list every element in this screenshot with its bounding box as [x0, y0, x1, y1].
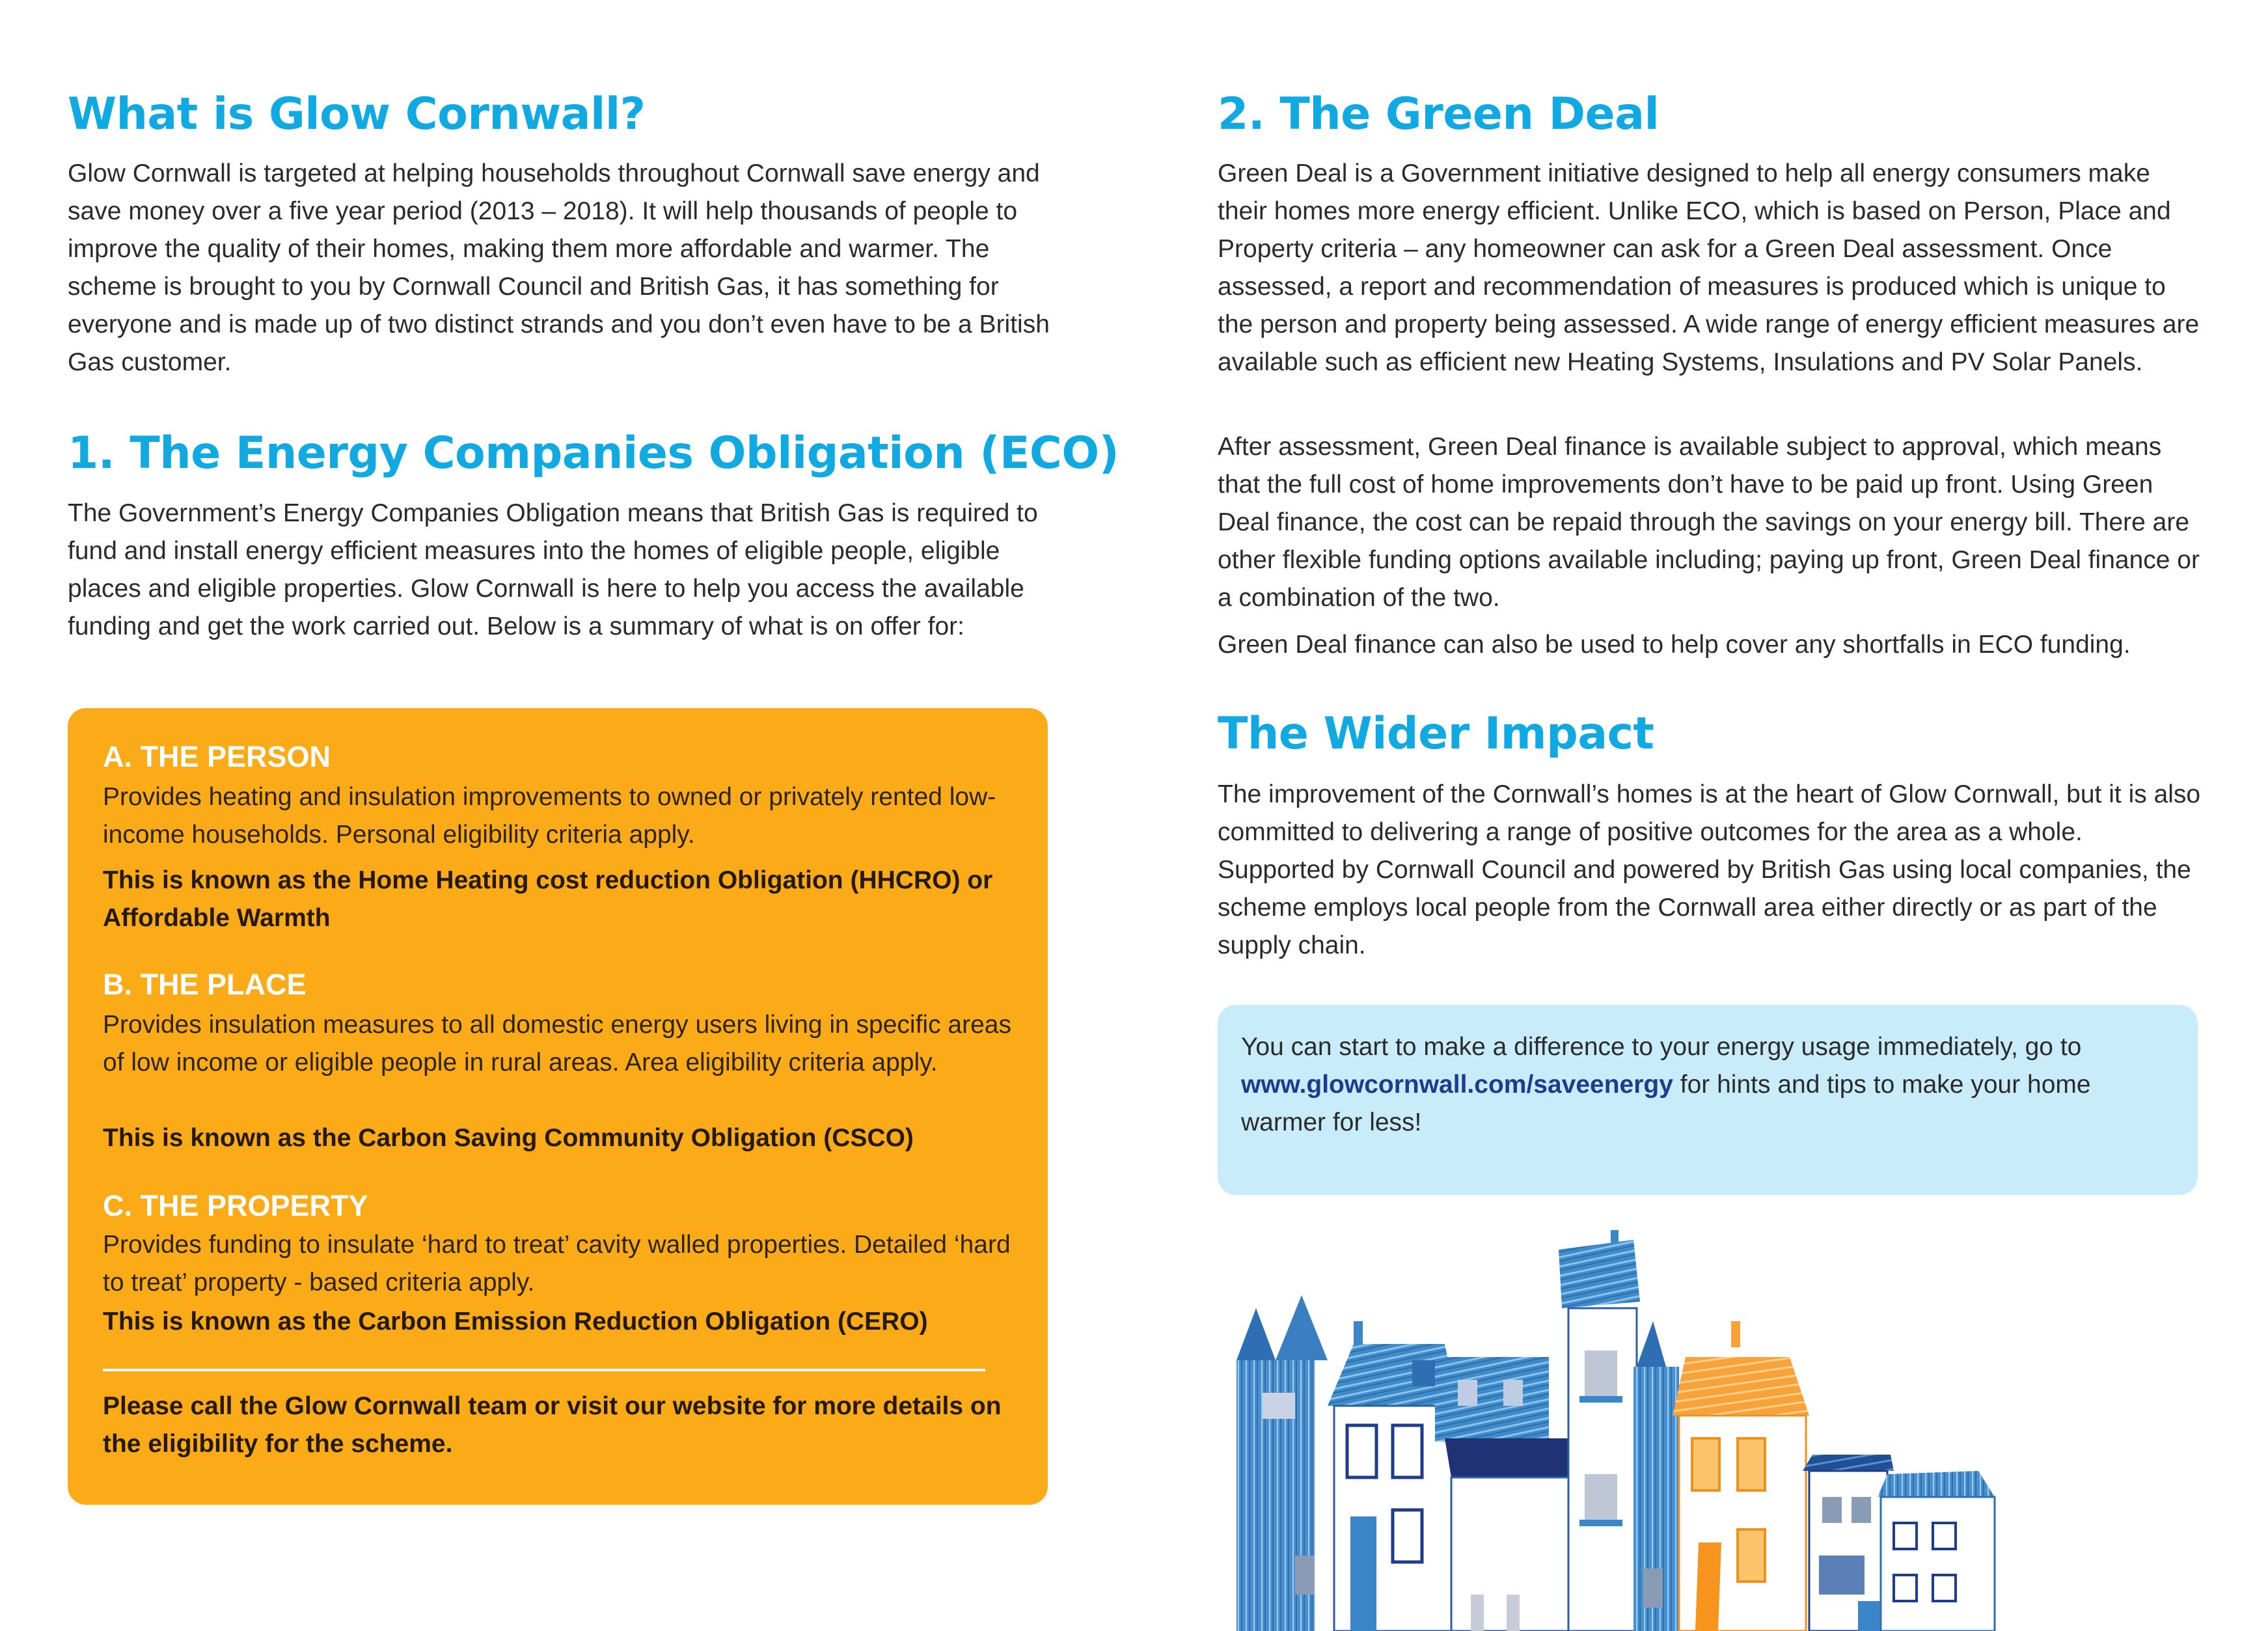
- houses-illustration: [1236, 1230, 2268, 1631]
- person-heading: A. THE PERSON: [103, 740, 331, 773]
- tip-text-before: You can start to make a difference to your energy usage immediately, go to: [1241, 1033, 2082, 1061]
- house-5: [1633, 1321, 1679, 1631]
- eco-body: The Government’s Energy Companies Obligation means that British Gas is required to fund and install energy efficient measures into the homes of eligible people, eligible places and eligible properties. Glow Cornwall is here to help you access the available funding and get the work carried out. Below is a summary of what is on offer for:: [68, 499, 1038, 640]
- box-divider: [103, 1369, 985, 1371]
- tip-text-after: for hints and tips to make your home warmer for less!: [1241, 1071, 2091, 1136]
- house-8: [1878, 1471, 1995, 1631]
- eco-title: 1. The Energy Companies Obligation (ECO): [68, 428, 1119, 479]
- house-4: [1559, 1230, 1640, 1631]
- eco-options-box: [68, 708, 1048, 1505]
- what-is-glow-title: What is Glow Cornwall?: [68, 89, 646, 140]
- green-deal-title: 2. The Green Deal: [1218, 89, 1660, 140]
- property-heading: C. THE PROPERTY: [103, 1189, 368, 1222]
- person-text: Provides heating and insulation improvements to owned or privately rented low-income households. Personal eligibility criteria apply.: [103, 783, 996, 849]
- what-is-glow-body: Glow Cornwall is targeted at helping households throughout Cornwall save energy and save money over a five year period (2013 – 2018). It will help thousands of people to improve the quality of their homes, making them more affordable and warmer. The scheme is brought to you by Cornwall Council and British Gas, it has something for everyone and is made up of two distinct strands and you don’t even have to be a British Gas customer.: [68, 159, 1050, 376]
- house-6: [1673, 1321, 1809, 1631]
- house-1: [1236, 1295, 1328, 1631]
- property-text: Provides funding to insulate ‘hard to treat’ cavity walled properties. Detailed ‘hard to treat’ property - based criteria apply.: [103, 1231, 1011, 1296]
- saveenergy-link[interactable]: www.glowcornwall.com/saveenergy: [1241, 1071, 1673, 1099]
- place-known-as: This is known as the Carbon Saving Community Obligation (CSCO): [103, 1124, 914, 1152]
- wider-impact-body: The improvement of the Cornwall’s homes is at the heart of Glow Cornwall, but it is also committed to delivering a range of positive outcomes for the area as a whole. Supported by Cornwall Council and powered by British Gas using local companies, the scheme employs local people from the Cornwall area either directly or as part of the supply chain.: [1218, 780, 2201, 959]
- tip-text: [1241, 1028, 2178, 1142]
- place-heading: B. THE PLACE: [103, 968, 307, 1001]
- call-to-action: Please call the Glow Cornwall team or visit our website for more details on the eligibility for the scheme.: [103, 1392, 1002, 1458]
- tip-box: [1218, 1005, 2198, 1195]
- wider-impact-title: The Wider Impact: [1218, 708, 1654, 760]
- green-deal-body-2: After assessment, Green Deal finance is available subject to approval, which means that the full cost of home improvements don’t have to be paid up front. Using Green Deal finance, the cost can be repaid through the savings on your energy bill. There are other flexible funding options available including; paying up front, Green Deal finance or a combination of the two.: [1218, 433, 2200, 612]
- person-known-as: This is known as the Home Heating cost reduction Obligation (HHCRO) or Affordable Warmth: [103, 866, 993, 932]
- green-deal-body-1: Green Deal is a Government initiative designed to help all energy consumers make their homes more energy efficient. Unlike ECO, which is based on Person, Place and Property criteria – any homeowner can ask for a Green Deal assessment. Once assessed, a report and recommendation of measures is produced which is unique to the person and property being assessed. A wide range of energy efficient measures are available such as efficient new Heating Systems, Insulations and PV Solar Panels.: [1218, 159, 2200, 376]
- place-text: Provides insulation measures to all domestic energy users living in specific areas of low income or eligible people in rural areas. Area eligibility criteria apply.: [103, 1011, 1011, 1076]
- property-known-as: This is known as the Carbon Emission Reduction Obligation (CERO): [103, 1308, 928, 1336]
- green-deal-body-3: Green Deal finance can also be used to help cover any shortfalls in ECO funding.: [1218, 631, 2131, 659]
